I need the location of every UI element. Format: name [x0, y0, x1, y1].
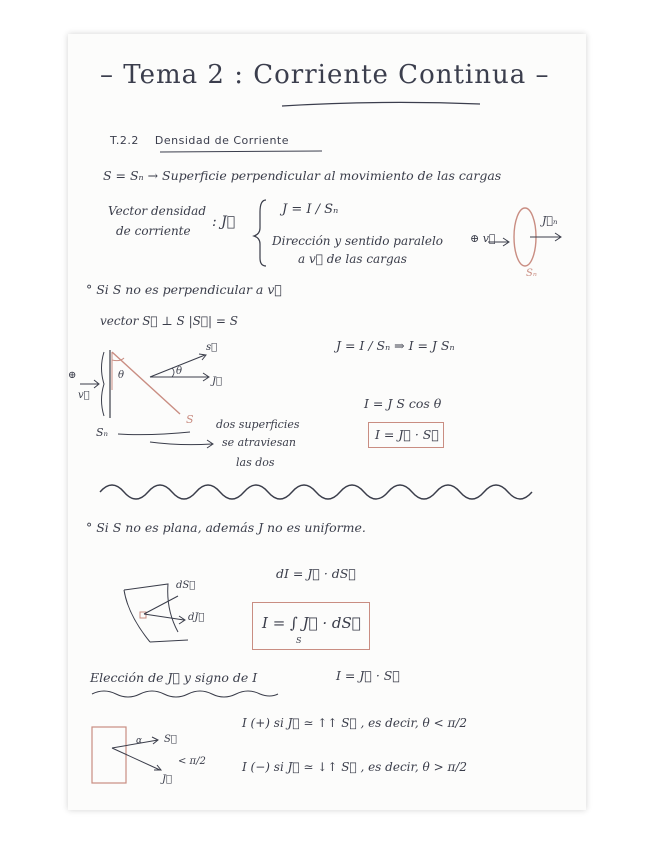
vector-label-1: Vector densidad [108, 204, 207, 218]
direction-line-1: Dirección y sentido paralelo [272, 234, 444, 248]
choice-fig-lt: < π/2 [178, 756, 206, 767]
title-underline [282, 102, 480, 106]
fig-v: v⃗ [78, 390, 90, 401]
wavy-separator [100, 485, 532, 499]
section-title: Densidad de Corriente [154, 134, 289, 147]
fig-dj: dJ⃗ [188, 612, 205, 623]
fig-jn-label: J⃗ₙ [542, 214, 558, 227]
case2-heading: ° Si S no es plana, además J no es uniforme. [86, 520, 366, 535]
fig-ds: dS⃗ [176, 580, 196, 591]
vector-label-2: de corriente [116, 224, 191, 238]
choice-fig-box [92, 727, 126, 783]
case1-heading: ° Si S no es perpendicular a v⃗ [86, 282, 282, 297]
choice-formula: I = J⃗ · S⃗ [336, 668, 400, 683]
fig-s: S [186, 413, 194, 426]
section-number: T.2.2 [110, 134, 139, 147]
plus-v-icon: ⊕ [68, 370, 77, 381]
choice-positive: I (+) si J⃗ ≃ ↑↑ S⃗ , es decir, θ < π/2 [242, 716, 468, 730]
fig-s-vec: s⃗ [206, 342, 218, 353]
note-line-2: se atraviesan [222, 436, 296, 449]
choice-heading: Elección de J⃗ y signo de I [90, 670, 258, 685]
fig-sn-label: Sₙ [526, 268, 537, 279]
case1-eq2: I = J S cos θ [364, 396, 442, 411]
curved-surface [124, 584, 188, 642]
choice-fig-j: J⃗ [162, 774, 173, 785]
direction-line-2: a v⃗ de las cargas [298, 252, 407, 266]
case1-boxed-formula: I = J⃗ · S⃗ [375, 427, 439, 442]
fig-j-vec: J⃗ [212, 376, 223, 387]
choice-underline [92, 691, 278, 697]
choice-negative: I (−) si J⃗ ≃ ↓↑ S⃗ , es decir, θ > π/2 [242, 760, 468, 774]
choice-fig-alpha: α [136, 736, 143, 746]
vector-symbol: : J⃗ [212, 214, 236, 230]
fig-theta-2: θ [176, 366, 183, 377]
note-line-1: dos superficies [216, 418, 300, 431]
case2-diff: dI = J⃗ · dS⃗ [276, 566, 356, 581]
ds-arrow [144, 596, 178, 614]
choice-fig-s: S⃗ [164, 734, 177, 745]
fig-theta-1: θ [118, 370, 125, 381]
fig-v-label: ⊕ v⃗ [470, 232, 496, 245]
case2-integral: I = ∫ J⃗ · dS⃗ [262, 614, 361, 632]
s-surface [112, 352, 183, 414]
case2-integral-sub: S [296, 636, 302, 645]
vector-formula: J = I / Sₙ [282, 202, 339, 217]
section-underline [160, 151, 322, 152]
definition-line: S = Sₙ → Superficie perpendicular al movimiento de las cargas [103, 168, 502, 183]
fig-sn: Sₙ [96, 426, 108, 439]
section-heading [110, 134, 289, 147]
page-title: – Tema 2 : Corriente Continua – [100, 60, 550, 90]
case1-eq1: J = I / Sₙ ⇒ I = J Sₙ [336, 338, 455, 353]
case1-vector-s: vector S⃗ ⊥ S |S⃗| = S [100, 314, 238, 328]
vector-brace [254, 200, 266, 266]
dj-arrow [144, 614, 184, 620]
note-line-3: las dos [236, 456, 275, 469]
